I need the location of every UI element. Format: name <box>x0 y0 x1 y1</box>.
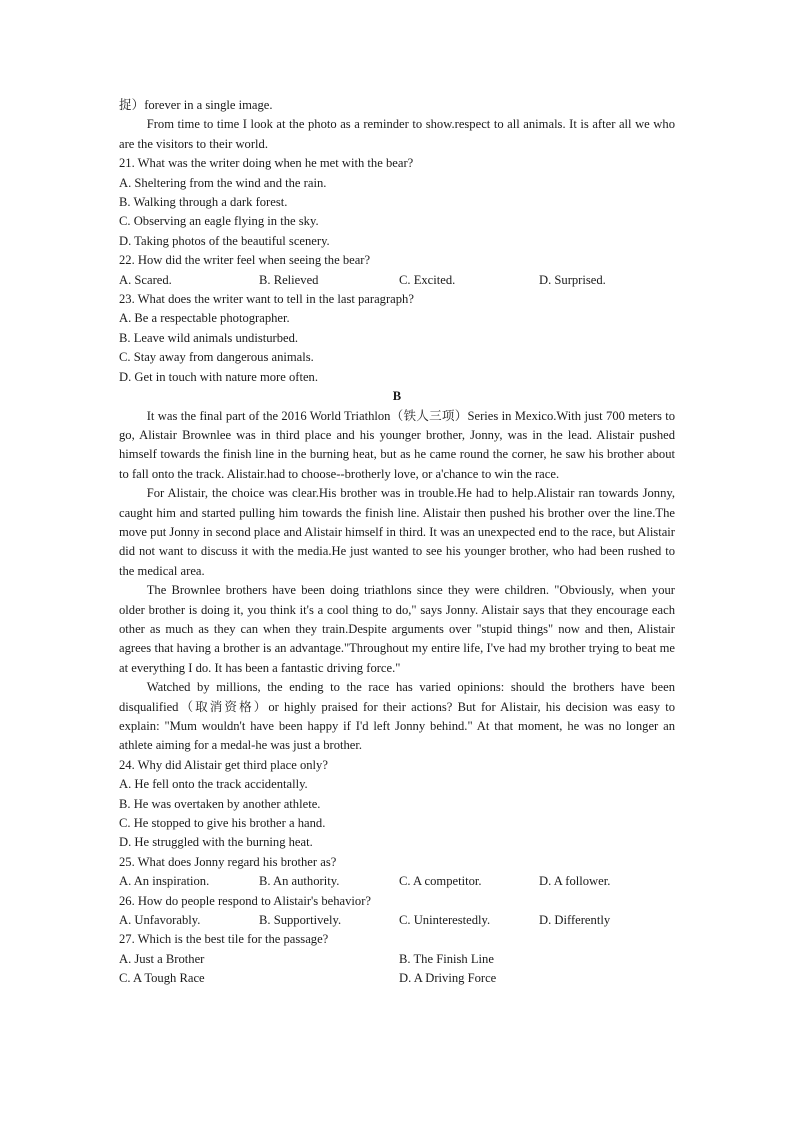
q25-options <box>119 872 675 891</box>
q27-option-c: C. A Tough Race <box>119 971 205 986</box>
q21-option-b: B. Walking through a dark forest. <box>119 195 288 210</box>
exam-content <box>119 96 675 989</box>
q21-option-a: A. Sheltering from the wind and the rain. <box>119 175 327 190</box>
question-26: 26. How do people respond to Alistair's behavior? <box>119 893 371 908</box>
q25-option-b: B. An authority. <box>259 874 340 889</box>
q21-option-d: D. Taking photos of the beautiful scenery. <box>119 233 330 248</box>
section-b-heading: B <box>392 389 402 404</box>
q25-option-c: C. A competitor. <box>399 874 482 889</box>
q22-option-b: B. Relieved <box>259 272 319 287</box>
q22-option-d: D. Surprised. <box>539 272 606 287</box>
q27-option-a: A. Just a Brother <box>119 951 205 966</box>
q27-option-d: D. A Driving Force <box>399 971 497 986</box>
question-25: 25. What does Jonny regard his brother as? <box>119 854 337 869</box>
q24-option-b: B. He was overtaken by another athlete. <box>119 796 321 811</box>
q21-option-c: C. Observing an eagle flying in the sky. <box>119 214 319 229</box>
q22-options <box>119 271 675 290</box>
q26-options <box>119 911 675 930</box>
q24-option-c: C. He stopped to give his brother a hand. <box>119 816 326 831</box>
q25-option-a: A. An inspiration. <box>119 874 210 889</box>
q26-option-a: A. Unfavorably. <box>119 913 201 928</box>
q26-option-b: B. Supportively. <box>259 913 342 928</box>
q27-options-row-2 <box>119 969 675 988</box>
question-22: 22. How did the writer feel when seeing the bear? <box>119 253 371 268</box>
question-27: 27. Which is the best tile for the passage? <box>119 932 329 947</box>
q26-option-d: D. Differently <box>539 913 611 928</box>
q23-option-d: D. Get in touch with nature more often. <box>119 369 318 384</box>
question-23: 23. What does the writer want to tell in the last paragraph? <box>119 292 414 307</box>
q25-option-d: D. A follower. <box>539 874 611 889</box>
passage-b-paragraph-2: For Alistair, the choice was clear.His brother was in trouble.He had to help.Alistair ran towards Jonny, caught him and started pulling him towards the finish line. Alistair then pushed his brother over the line.The move put Jonny in second place and Alistair himself in third. It was an unexpected end to the race, but Alistair did not want to discuss it with the media.He just wanted to see his younger brother, who had been rushed to the medical area. <box>119 486 675 578</box>
q23-option-b: B. Leave wild animals undisturbed. <box>119 330 299 345</box>
q23-option-c: C. Stay away from dangerous animals. <box>119 350 314 365</box>
passage-b-paragraph-4: Watched by millions, the ending to the race has varied opinions: should the brothers have been disqualified（取消资格）or highly praised for their actions? But for Alistair, his decision was easy to explain: "Mum wouldn't have been happy if I'd left Jonny behind." At that moment, he was no longer an athlete aiming for a medal-he was just a brother. <box>119 680 675 753</box>
q27-options-row-1 <box>119 950 675 969</box>
q23-option-a: A. Be a respectable photographer. <box>119 311 290 326</box>
passage-a-final-paragraph: From time to time I look at the photo as a reminder to show.respect to all animals. It is after all we who are the visitors to their world. <box>119 117 675 151</box>
passage-b-paragraph-3: The Brownlee brothers have been doing triathlons since they were children. "Obviously, when your older brother is doing it, you think it's a cool thing to do," says Jonny. Alistair says that they encourage each other as much as they can when they train.Despite arguments over "stupid things" now and then, Alistair agrees that having a brother is an advantage."Throughout my entire life, I've had my brother trying to beat me at everything I do. It has been a fantastic driving force." <box>119 583 675 675</box>
passage-b-paragraph-1: It was the final part of the 2016 World Triathlon（铁人三项）Series in Mexico.With just 700 meters to go, Alistair Brownlee was in third place and his younger brother, Jonny, was in the lead. Alistair pushed himself towards the finish line in the burning heat, but as he came round the corner, he saw his brother about to fall onto the track. Alistair.had to choose--brotherly love, or a'chance to win the race. <box>119 408 675 481</box>
q22-option-c: C. Excited. <box>399 272 456 287</box>
q27-option-b: B. The Finish Line <box>399 951 494 966</box>
q24-option-d: D. He struggled with the burning heat. <box>119 835 313 850</box>
lead-fragment: 捉）forever in a single image. <box>119 98 273 112</box>
question-24: 24. Why did Alistair get third place only? <box>119 757 328 772</box>
question-21: 21. What was the writer doing when he met with the bear? <box>119 156 414 171</box>
q24-option-a: A. He fell onto the track accidentally. <box>119 777 308 792</box>
q22-option-a: A. Scared. <box>119 272 172 287</box>
q26-option-c: C. Uninterestedly. <box>399 913 491 928</box>
